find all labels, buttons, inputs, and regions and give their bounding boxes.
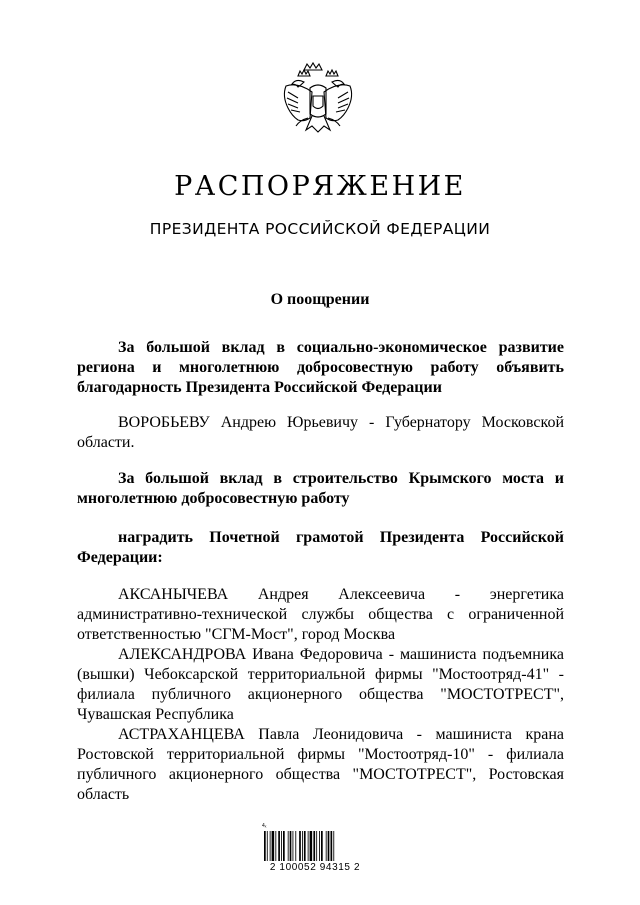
barcode-icon xyxy=(262,823,366,885)
state-emblem-icon xyxy=(274,56,362,156)
paragraph-text: наградить Почетной грамотой Президента Российской Федерации: xyxy=(77,529,564,566)
paragraph-crimean-bridge xyxy=(77,469,564,509)
paragraph-gratitude xyxy=(77,338,564,398)
awardee-list xyxy=(77,585,564,805)
page-title: РАСПОРЯЖЕНИЕ xyxy=(174,171,466,202)
awardee-item: АСТРАХАНЦЕВА Павла Леонидовича - машиниста крана Ростовской территориальной фирмы "Мостоотряд-10" - филиала публичного акционерного общества "МОСТОТРЕСТ", Ростовская область xyxy=(77,726,564,803)
paragraph-text: За большой вклад в строительство Крымского моста и многолетнюю добросовестную работу xyxy=(77,470,564,507)
page-subtitle: ПРЕЗИДЕНТА РОССИЙСКОЙ ФЕДЕРАЦИИ xyxy=(149,220,491,238)
paragraph-governor xyxy=(77,413,564,453)
awardee-item: АЛЕКСАНДРОВА Ивана Федоровича - машиниста подъемника (вышки) Чебоксарской территориальной фирмы "Мостоотряд-41" - филиала публичного акционерного общества "МОСТОТРЕСТ", Чувашская Республика xyxy=(77,646,564,723)
barcode-tag: 4ₓ xyxy=(262,823,267,829)
paragraph-text: За большой вклад в социально-экономическое развитие региона и многолетнюю добросовестную работу объявить благодарность Президента Российской Федерации xyxy=(77,339,564,396)
barcode-number: 2 100052 94315 2 xyxy=(269,862,361,873)
awardee-item: АКСАНЫЧЕВА Андрея Алексеевича - энергетика административно-технической службы общества с ограниченной ответственностью "СГМ-Мост", город Москва xyxy=(77,586,564,643)
document-heading: О поощрении xyxy=(270,291,370,308)
paragraph-text: ВОРОБЬЕВУ Андрею Юрьевичу - Губернатору Московской области. xyxy=(77,414,564,451)
paragraph-award xyxy=(77,528,564,568)
